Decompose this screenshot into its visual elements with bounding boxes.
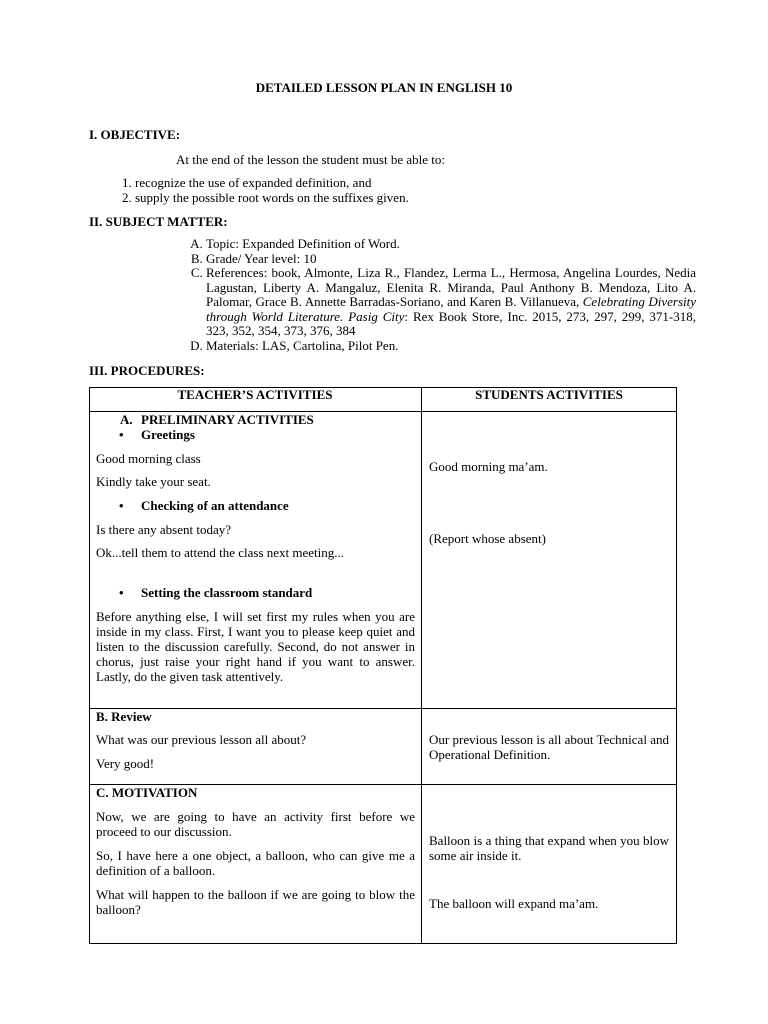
objective-list: [89, 175, 695, 205]
teacher-balloon-question: So, I have here a one object, a balloon, who can give me a definition of a balloon.: [96, 848, 415, 878]
classroom-standard-subheading: • Setting the classroom standard: [141, 585, 312, 600]
student-review-answer: Our previous lesson is all about Technical and Operational Definition.: [429, 732, 669, 762]
table-row-divider: [89, 708, 677, 709]
teacher-review-question: What was our previous lesson all about?: [96, 732, 307, 747]
section-a-marker: A.: [120, 412, 133, 427]
table-border-right: [676, 387, 677, 944]
procedures-table: [89, 387, 677, 944]
subject-materials: D. Materials: LAS, Cartolina, Pilot Pen.: [206, 339, 696, 354]
column-header-students: STUDENTS ACTIVITIES: [475, 387, 623, 402]
review-heading: B. Review: [96, 709, 152, 724]
objective-heading: I. OBJECTIVE:: [89, 127, 181, 142]
table-border-bottom: [89, 943, 677, 944]
teacher-greeting: Good morning class: [96, 451, 201, 466]
attendance-subheading: • Checking of an attendance: [141, 498, 289, 513]
subject-topic: A. Topic: Expanded Definition of Word.: [206, 237, 696, 252]
objective-intro: At the end of the lesson the student must be able to:: [176, 152, 445, 167]
teacher-blow-question: What will happen to the balloon if we are going to blow the balloon?: [96, 887, 415, 917]
subject-matter-heading: II. SUBJECT MATTER:: [89, 214, 228, 229]
subject-grade: B. Grade/ Year level: 10: [206, 252, 696, 267]
teacher-very-good: Very good!: [96, 756, 155, 771]
greetings-subheading: • Greetings: [141, 427, 195, 442]
student-greeting: Good morning ma’am.: [429, 459, 548, 474]
references-text: References: book, Almonte, Liza R., Flandez, Lerma L., Hermosa, Angelina Lourdes, Nedia Lagustan, Liberty A. Mangaluz, Elenita R. Miranda, Paul Anthony B. Mendoza, Lito A. Palomar, Grace B. Annette Barradas-Soriano, and Karen B. Villanueva,: [206, 265, 696, 309]
student-balloon-definition: Balloon is a thing that expand when you blow some air inside it.: [429, 833, 669, 863]
references-publisher: : Rex Book Store, Inc. 2015, 273, 297, 299, 371-318, 323, 352, 354, 373, 376, 384: [206, 308, 696, 338]
teacher-activity-intro: Now, we are going to have an activity first before we proceed to our discussion.: [96, 809, 415, 839]
subject-references: [206, 266, 696, 339]
objective-item: 1. recognize the use of expanded definition, and: [135, 175, 695, 190]
preliminary-heading: PRELIMINARY ACTIVITIES: [141, 412, 314, 427]
references-book-title: Celebrating Diversity through World Literature. Pasig City: [206, 294, 697, 324]
table-border-left: [89, 387, 90, 944]
teacher-take-seat: Kindly take your seat.: [96, 474, 211, 489]
document-title: DETAILED LESSON PLAN IN ENGLISH 10: [255, 80, 513, 95]
teacher-rules: Before anything else, I will set first my rules when you are inside in my class. First, I want you to please keep quiet and listen to the discussion carefully. Second, do not answer in chorus, just raise your right hand if you want to answer. Lastly, do the given task attentively.: [96, 609, 415, 684]
motivation-heading: C. MOTIVATION: [96, 785, 198, 800]
student-balloon-expand: The balloon will expand ma’am.: [429, 896, 599, 911]
subject-matter-list: [160, 237, 696, 353]
student-report: (Report whose absent): [429, 531, 546, 546]
procedures-heading: III. PROCEDURES:: [89, 363, 205, 378]
teacher-absent-question: Is there any absent today?: [96, 522, 232, 537]
objective-item: 2. supply the possible root words on the suffixes given.: [135, 190, 695, 205]
teacher-tell-them: Ok...tell them to attend the class next meeting...: [96, 545, 345, 560]
table-column-divider: [421, 387, 422, 944]
column-header-teacher: TEACHER’S ACTIVITIES: [177, 387, 333, 402]
